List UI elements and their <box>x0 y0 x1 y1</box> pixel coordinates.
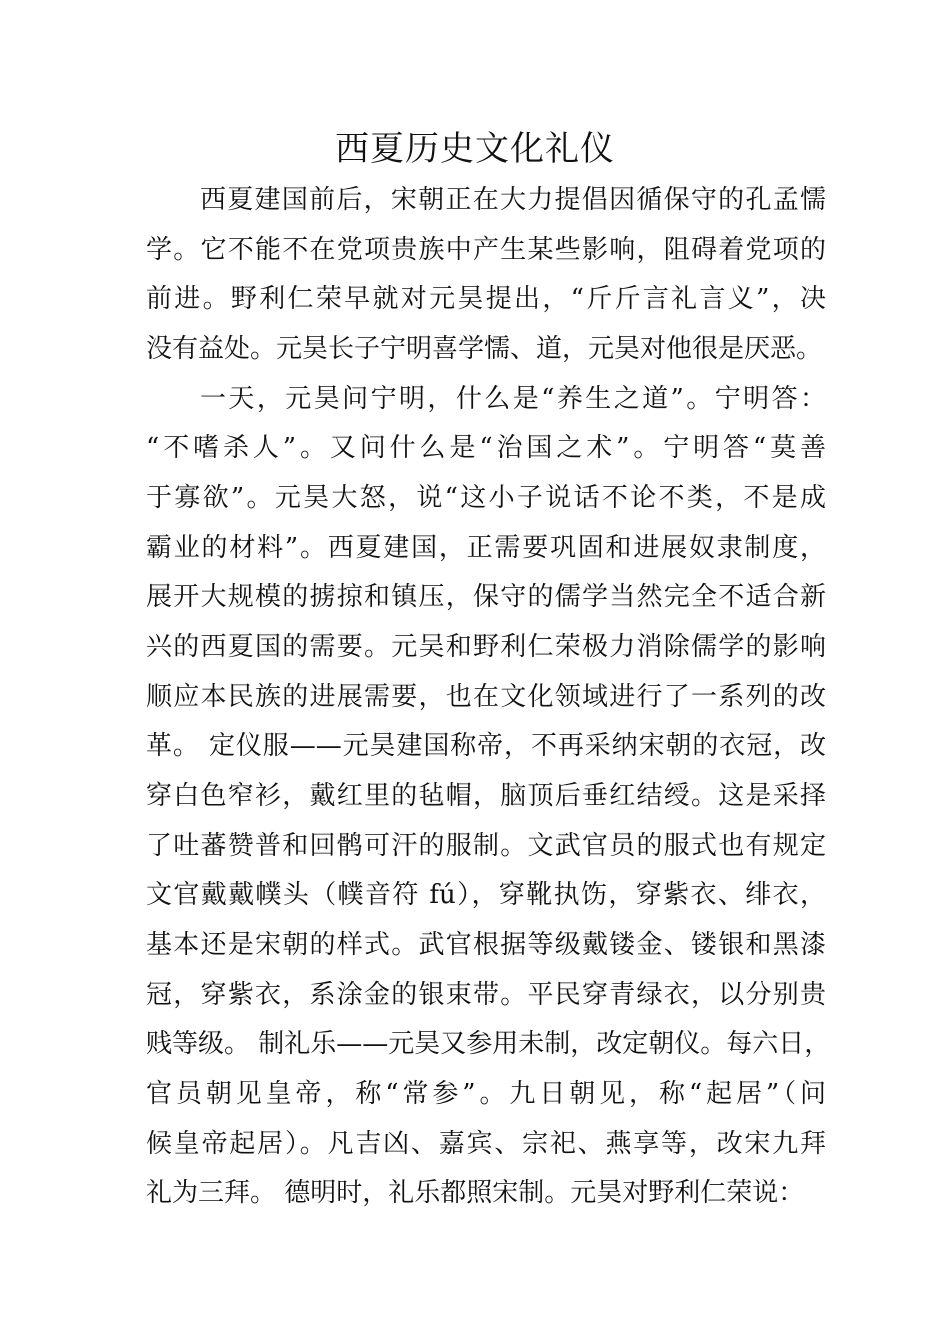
paragraph-line: 没有益处。元昊长子宁明喜学懦、道，元昊对他很是厌恶。 <box>146 334 823 364</box>
paragraph-line: 穿白色窄衫，戴红里的毡帽，脑顶后垂红结绶。这是采择 <box>146 781 826 811</box>
paragraph-line: 革。 定仪服——元昊建国称帝，不再采纳宋朝的衣冠，改 <box>146 731 826 761</box>
paragraph-line: 一天，元昊问宁明，什么是“养生之道”。宁明答： <box>200 384 826 414</box>
paragraph-line: 学。它不能不在党项贵族中产生某些影响，阻碍着党项的 <box>146 235 826 265</box>
paragraph-line: 候皇帝起居）。凡吉凶、嘉宾、宗祀、燕享等，改宋九拜 <box>146 1129 826 1159</box>
paragraph-line: 冠，穿紫衣，系涂金的银束带。平民穿青绿衣，以分别贵 <box>146 980 826 1010</box>
paragraph-line: 展开大规模的掳掠和镇压，保守的儒学当然完全不适合新 <box>146 582 826 612</box>
paragraph-line: 顺应本民族的进展需要，也在文化领域进行了一系列的改 <box>146 682 826 712</box>
paragraph-line: 官员朝见皇帝，称“常参”。九日朝见，称“起居”（问 <box>146 1079 826 1109</box>
paragraph-line: 霸业的材料”。西夏建国，正需要巩固和进展奴隶制度， <box>146 533 826 563</box>
document-title: 西夏历史文化礼仪 <box>335 129 615 169</box>
paragraph-line: 礼为三拜。 德明时，礼乐都照宋制。元昊对野利仁荣说： <box>146 1178 805 1208</box>
paragraph-line: “不嗜杀人”。又问什么是“治国之术”。宁明答“莫善 <box>146 433 826 463</box>
paragraph-line: 文官戴戴幞头（幞音符 fú），穿靴执饬，穿紫衣、绯衣， <box>146 880 826 910</box>
paragraph-line: 贱等级。 制礼乐——元昊又参用未制，改定朝仪。每六日， <box>146 1029 831 1059</box>
paragraph-line: 前进。野利仁荣早就对元昊提出，“斤斤言礼言义”，决 <box>146 284 826 314</box>
paragraph-line: 西夏建国前后，宋朝正在大力提倡因循保守的孔孟懦 <box>200 185 826 215</box>
paragraph-line: 兴的西夏国的需要。元吴和野利仁荣极力消除儒学的影响 <box>146 632 826 662</box>
paragraph-line: 了吐蕃赞普和回鹘可汗的服制。文武官员的服式也有规定 <box>146 831 826 861</box>
paragraph-line: 基本还是宋朝的样式。武官根据等级戴镂金、镂银和黑漆 <box>146 930 826 960</box>
paragraph-line: 于寡欲”。元昊大怒，说“这小子说话不论不类，不是成 <box>146 483 826 513</box>
